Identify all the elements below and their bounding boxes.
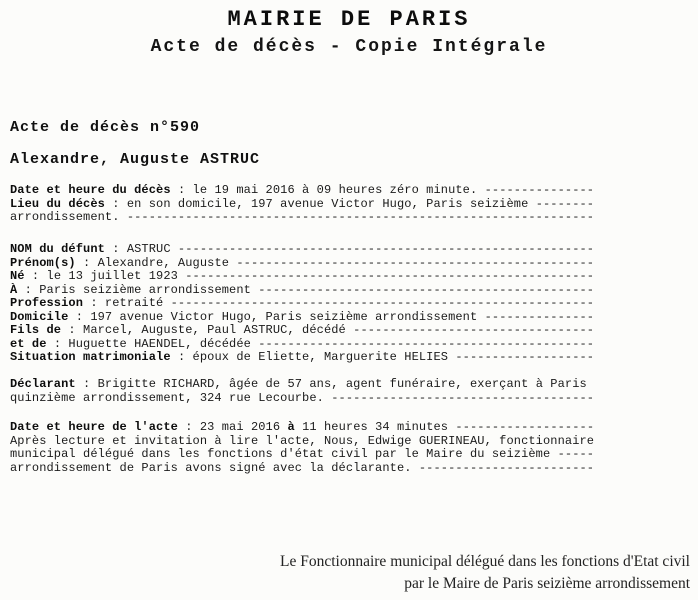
declarant-continuation-line bbox=[10, 392, 594, 406]
father-value: : Marcel, Auguste, Paul ASTRUC, décédé --------------------------------- bbox=[61, 323, 595, 337]
surname-line bbox=[10, 243, 594, 257]
marital-status-value: : époux de Eliette, Marguerite HELIES ------------------- bbox=[170, 350, 595, 364]
birthdate-value: : le 13 juillet 1923 -------------------------------------------------------- bbox=[24, 269, 595, 283]
mother-label: et de bbox=[10, 336, 47, 351]
marital-status-label: Situation matrimoniale bbox=[10, 350, 171, 364]
document-subtitle: Acte de décès - Copie Intégrale bbox=[150, 37, 548, 57]
declarant-line bbox=[10, 378, 594, 392]
signature-block bbox=[0, 551, 690, 595]
act-date-label: Date et heure de l'acte bbox=[10, 420, 178, 434]
marital-status-line bbox=[10, 351, 594, 365]
signature-line-2: par le Maire de Paris seizième arrondissement bbox=[404, 575, 690, 592]
death-date-line bbox=[10, 184, 594, 198]
father-label: Fils de bbox=[10, 323, 62, 337]
closing-statement-line-2 bbox=[10, 448, 594, 462]
closing-statement-3: arrondissement de Paris avons signé avec la déclarante. ------------------------ bbox=[10, 460, 595, 475]
firstnames-value: : Alexandre, Auguste ------------------------------------------------- bbox=[75, 255, 595, 270]
signature-line-1: Le Fonctionnaire municipal délégué dans les fonctions d'Etat civil bbox=[280, 553, 690, 570]
deceased-name-heading: Alexandre, Auguste ASTRUC bbox=[10, 151, 261, 168]
birthplace-label: À bbox=[10, 282, 18, 297]
birthplace-value: : Paris seizième arrondissement ---------------------------------------------- bbox=[17, 282, 595, 297]
death-place-value: : en son domicile, 197 avenue Victor Hugo, Paris seizième -------- bbox=[104, 196, 595, 211]
death-date-label: Date et heure du décès bbox=[10, 183, 171, 197]
declarant-value: : Brigitte RICHARD, âgée de 57 ans, agent funéraire, exerçant à Paris bbox=[75, 377, 587, 391]
death-place-continuation-line bbox=[10, 211, 594, 225]
profession-line bbox=[10, 297, 594, 311]
act-date-bold-a: à bbox=[287, 420, 295, 434]
birthdate-label: Né bbox=[10, 269, 25, 283]
closing-statement-line-1 bbox=[10, 435, 594, 449]
firstnames-line bbox=[10, 257, 594, 271]
act-date-value-start: : 23 mai 2016 bbox=[177, 420, 288, 434]
death-place-label: Lieu du décès bbox=[10, 196, 105, 211]
surname-label: NOM du défunt bbox=[10, 242, 105, 256]
closing-statement-1: Après lecture et invitation à lire l'acte, Nous, Edwige GUERINEAU, fonctionnaire bbox=[10, 433, 595, 448]
surname-value: : ASTRUC --------------------------------------------------------- bbox=[104, 242, 595, 256]
act-date-paragraph bbox=[10, 421, 594, 475]
death-place-continuation: arrondissement. ---------------------------------------------------------------- bbox=[10, 210, 595, 224]
death-place-line bbox=[10, 198, 594, 212]
declarant-paragraph bbox=[10, 378, 594, 405]
mother-value: : Huguette HAENDEL, décédée ---------------------------------------------- bbox=[46, 336, 595, 351]
death-date-value: : le 19 mai 2016 à 09 heures zéro minute. --------------- bbox=[170, 183, 595, 197]
closing-statement-2: municipal délégué dans les fonctions d'état civil par le Maire du seizième ----- bbox=[10, 447, 595, 461]
birthplace-line bbox=[10, 284, 594, 298]
death-details-paragraph bbox=[10, 184, 594, 225]
declarant-label: Déclarant bbox=[10, 377, 76, 391]
birthdate-line bbox=[10, 270, 594, 284]
act-number-heading: Acte de décès n°590 bbox=[10, 119, 201, 136]
domicile-value: : 197 avenue Victor Hugo, Paris seizième arrondissement --------------- bbox=[68, 309, 595, 324]
profession-value: : retraité ---------------------------------------------------------- bbox=[83, 296, 595, 310]
profession-label: Profession bbox=[10, 296, 84, 310]
closing-statement-line-3 bbox=[10, 462, 594, 476]
father-line bbox=[10, 324, 594, 338]
domicile-line bbox=[10, 311, 594, 325]
declarant-continuation: quinzième arrondissement, 324 rue Lecourbe. ------------------------------------ bbox=[10, 390, 595, 405]
domicile-label: Domicile bbox=[10, 309, 69, 324]
act-date-value-end: 11 heures 34 minutes ------------------- bbox=[294, 420, 595, 434]
document-title: MAIRIE DE PARIS bbox=[227, 7, 471, 32]
firstnames-label: Prénom(s) bbox=[10, 255, 76, 270]
mother-line bbox=[10, 338, 594, 352]
deceased-details-paragraph bbox=[10, 243, 594, 365]
act-date-line bbox=[10, 421, 594, 435]
